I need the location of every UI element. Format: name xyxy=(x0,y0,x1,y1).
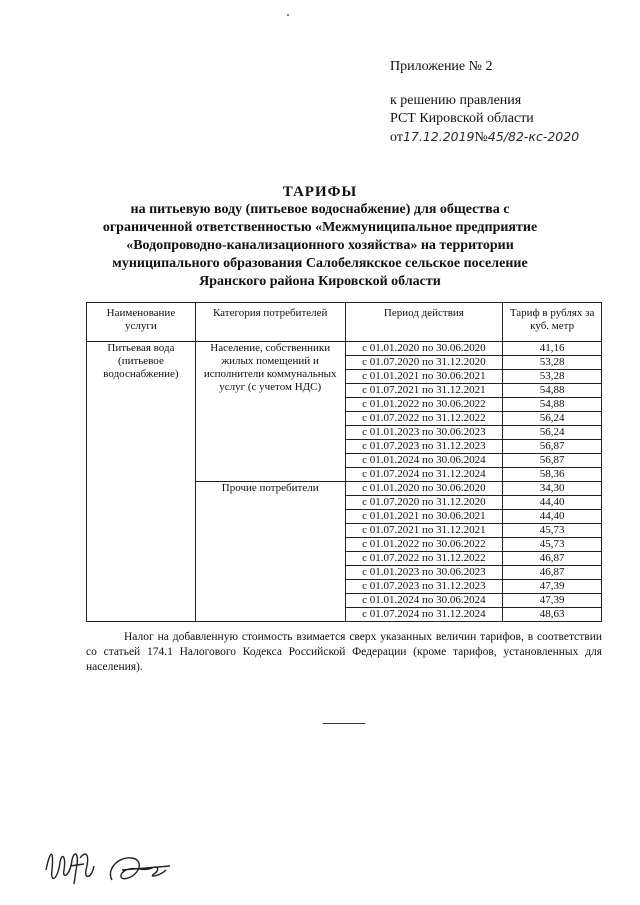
tariff-value-cell: 56,87 xyxy=(503,454,602,468)
decision-line-2: РСТ Кировской области xyxy=(390,111,534,126)
from-prefix: от xyxy=(390,130,403,145)
header-category: Категория потребителей xyxy=(195,303,345,342)
table-header-row xyxy=(87,303,602,342)
period-cell: с 01.01.2024 по 30.06.2024 xyxy=(345,454,503,468)
title-main: ТАРИФЫ xyxy=(282,184,358,200)
closing-rule xyxy=(323,723,365,724)
period-cell: с 01.07.2021 по 31.12.2021 xyxy=(345,384,503,398)
category-cell: Население, собственники жилых помещений и исполнители коммунальных услуг (с учетом НДС) xyxy=(195,342,345,482)
table-row xyxy=(87,342,602,356)
tariff-value-cell: 56,24 xyxy=(503,426,602,440)
title-line-1: на питьевую воду (питьевое водоснабжение) для общества с xyxy=(130,202,510,217)
tariff-value-cell: 45,73 xyxy=(503,524,602,538)
scan-speck xyxy=(287,14,289,16)
appendix-number: Приложение № 2 xyxy=(390,59,493,74)
title-line-5: Яранского района Кировской области xyxy=(199,274,441,289)
vat-note: Налог на добавленную стоимость взимается сверх указанных величин тарифов, в соответствии со статьей 174.1 Налогового Кодекса Российской Федерации (кроме тарифов, установленных для населения). xyxy=(86,631,602,673)
period-cell: с 01.01.2024 по 30.06.2024 xyxy=(345,594,503,608)
handwritten-date: 17.12.2019 xyxy=(402,129,475,144)
tariff-value-cell: 45,73 xyxy=(503,538,602,552)
period-cell: с 01.01.2023 по 30.06.2023 xyxy=(345,426,503,440)
tariff-value-cell: 44,40 xyxy=(503,496,602,510)
tariff-value-cell: 53,28 xyxy=(503,370,602,384)
category-cell: Прочие потребители xyxy=(195,482,345,622)
tariff-value-cell: 56,87 xyxy=(503,440,602,454)
period-cell: с 01.07.2023 по 31.12.2023 xyxy=(345,580,503,594)
period-cell: с 01.01.2021 по 30.06.2021 xyxy=(345,510,503,524)
decision-line-1: к решению правления xyxy=(390,93,522,108)
tariff-table-body xyxy=(87,342,602,622)
period-cell: с 01.01.2022 по 30.06.2022 xyxy=(345,538,503,552)
decision-date-line xyxy=(390,128,625,147)
period-cell: с 01.01.2022 по 30.06.2022 xyxy=(345,398,503,412)
period-cell: с 01.01.2021 по 30.06.2021 xyxy=(345,370,503,384)
appendix-block xyxy=(390,58,625,147)
tariff-value-cell: 41,16 xyxy=(503,342,602,356)
tariff-table xyxy=(86,302,602,622)
tariff-value-cell: 54,88 xyxy=(503,398,602,412)
title-line-4: муниципального образования Салобелякское сельское поселение xyxy=(112,256,528,271)
period-cell: с 01.01.2023 по 30.06.2023 xyxy=(345,566,503,580)
period-cell: с 01.07.2022 по 31.12.2022 xyxy=(345,412,503,426)
header-period: Период действия xyxy=(345,303,503,342)
period-cell: с 01.07.2022 по 31.12.2022 xyxy=(345,552,503,566)
tariff-value-cell: 46,87 xyxy=(503,552,602,566)
period-cell: с 01.07.2021 по 31.12.2021 xyxy=(345,524,503,538)
period-cell: с 01.07.2024 по 31.12.2024 xyxy=(345,608,503,622)
signature-image xyxy=(40,840,200,890)
period-cell: с 01.07.2020 по 31.12.2020 xyxy=(345,356,503,370)
tariff-value-cell: 54,88 xyxy=(503,384,602,398)
tariff-value-cell: 47,39 xyxy=(503,580,602,594)
tariff-value-cell: 56,24 xyxy=(503,412,602,426)
period-cell: с 01.07.2024 по 31.12.2024 xyxy=(345,468,503,482)
period-cell: с 01.01.2020 по 30.06.2020 xyxy=(345,482,503,496)
title-line-2: ограниченной ответственностью «Межмуниципальное предприятие xyxy=(102,220,538,235)
tariff-value-cell: 34,30 xyxy=(503,482,602,496)
period-cell: с 01.07.2023 по 31.12.2023 xyxy=(345,440,503,454)
tariff-value-cell: 48,63 xyxy=(503,608,602,622)
tariff-value-cell: 53,28 xyxy=(503,356,602,370)
tariff-value-cell: 44,40 xyxy=(503,510,602,524)
document-title xyxy=(100,183,540,291)
number-sign: № xyxy=(474,130,488,145)
header-service: Наименование услуги xyxy=(87,303,196,342)
period-cell: с 01.07.2020 по 31.12.2020 xyxy=(345,496,503,510)
title-line-3: «Водопроводно-канализационного хозяйства» на территории xyxy=(126,238,514,253)
tariff-value-cell: 47,39 xyxy=(503,594,602,608)
header-tariff: Тариф в рублях за куб. метр xyxy=(503,303,602,342)
service-cell: Питьевая вода (питьевое водоснабжение) xyxy=(87,342,196,622)
tariff-value-cell: 58,36 xyxy=(503,468,602,482)
period-cell: с 01.01.2020 по 30.06.2020 xyxy=(345,342,503,356)
tariff-value-cell: 46,87 xyxy=(503,566,602,580)
handwritten-number: 45/82-кс-2020 xyxy=(487,129,580,144)
